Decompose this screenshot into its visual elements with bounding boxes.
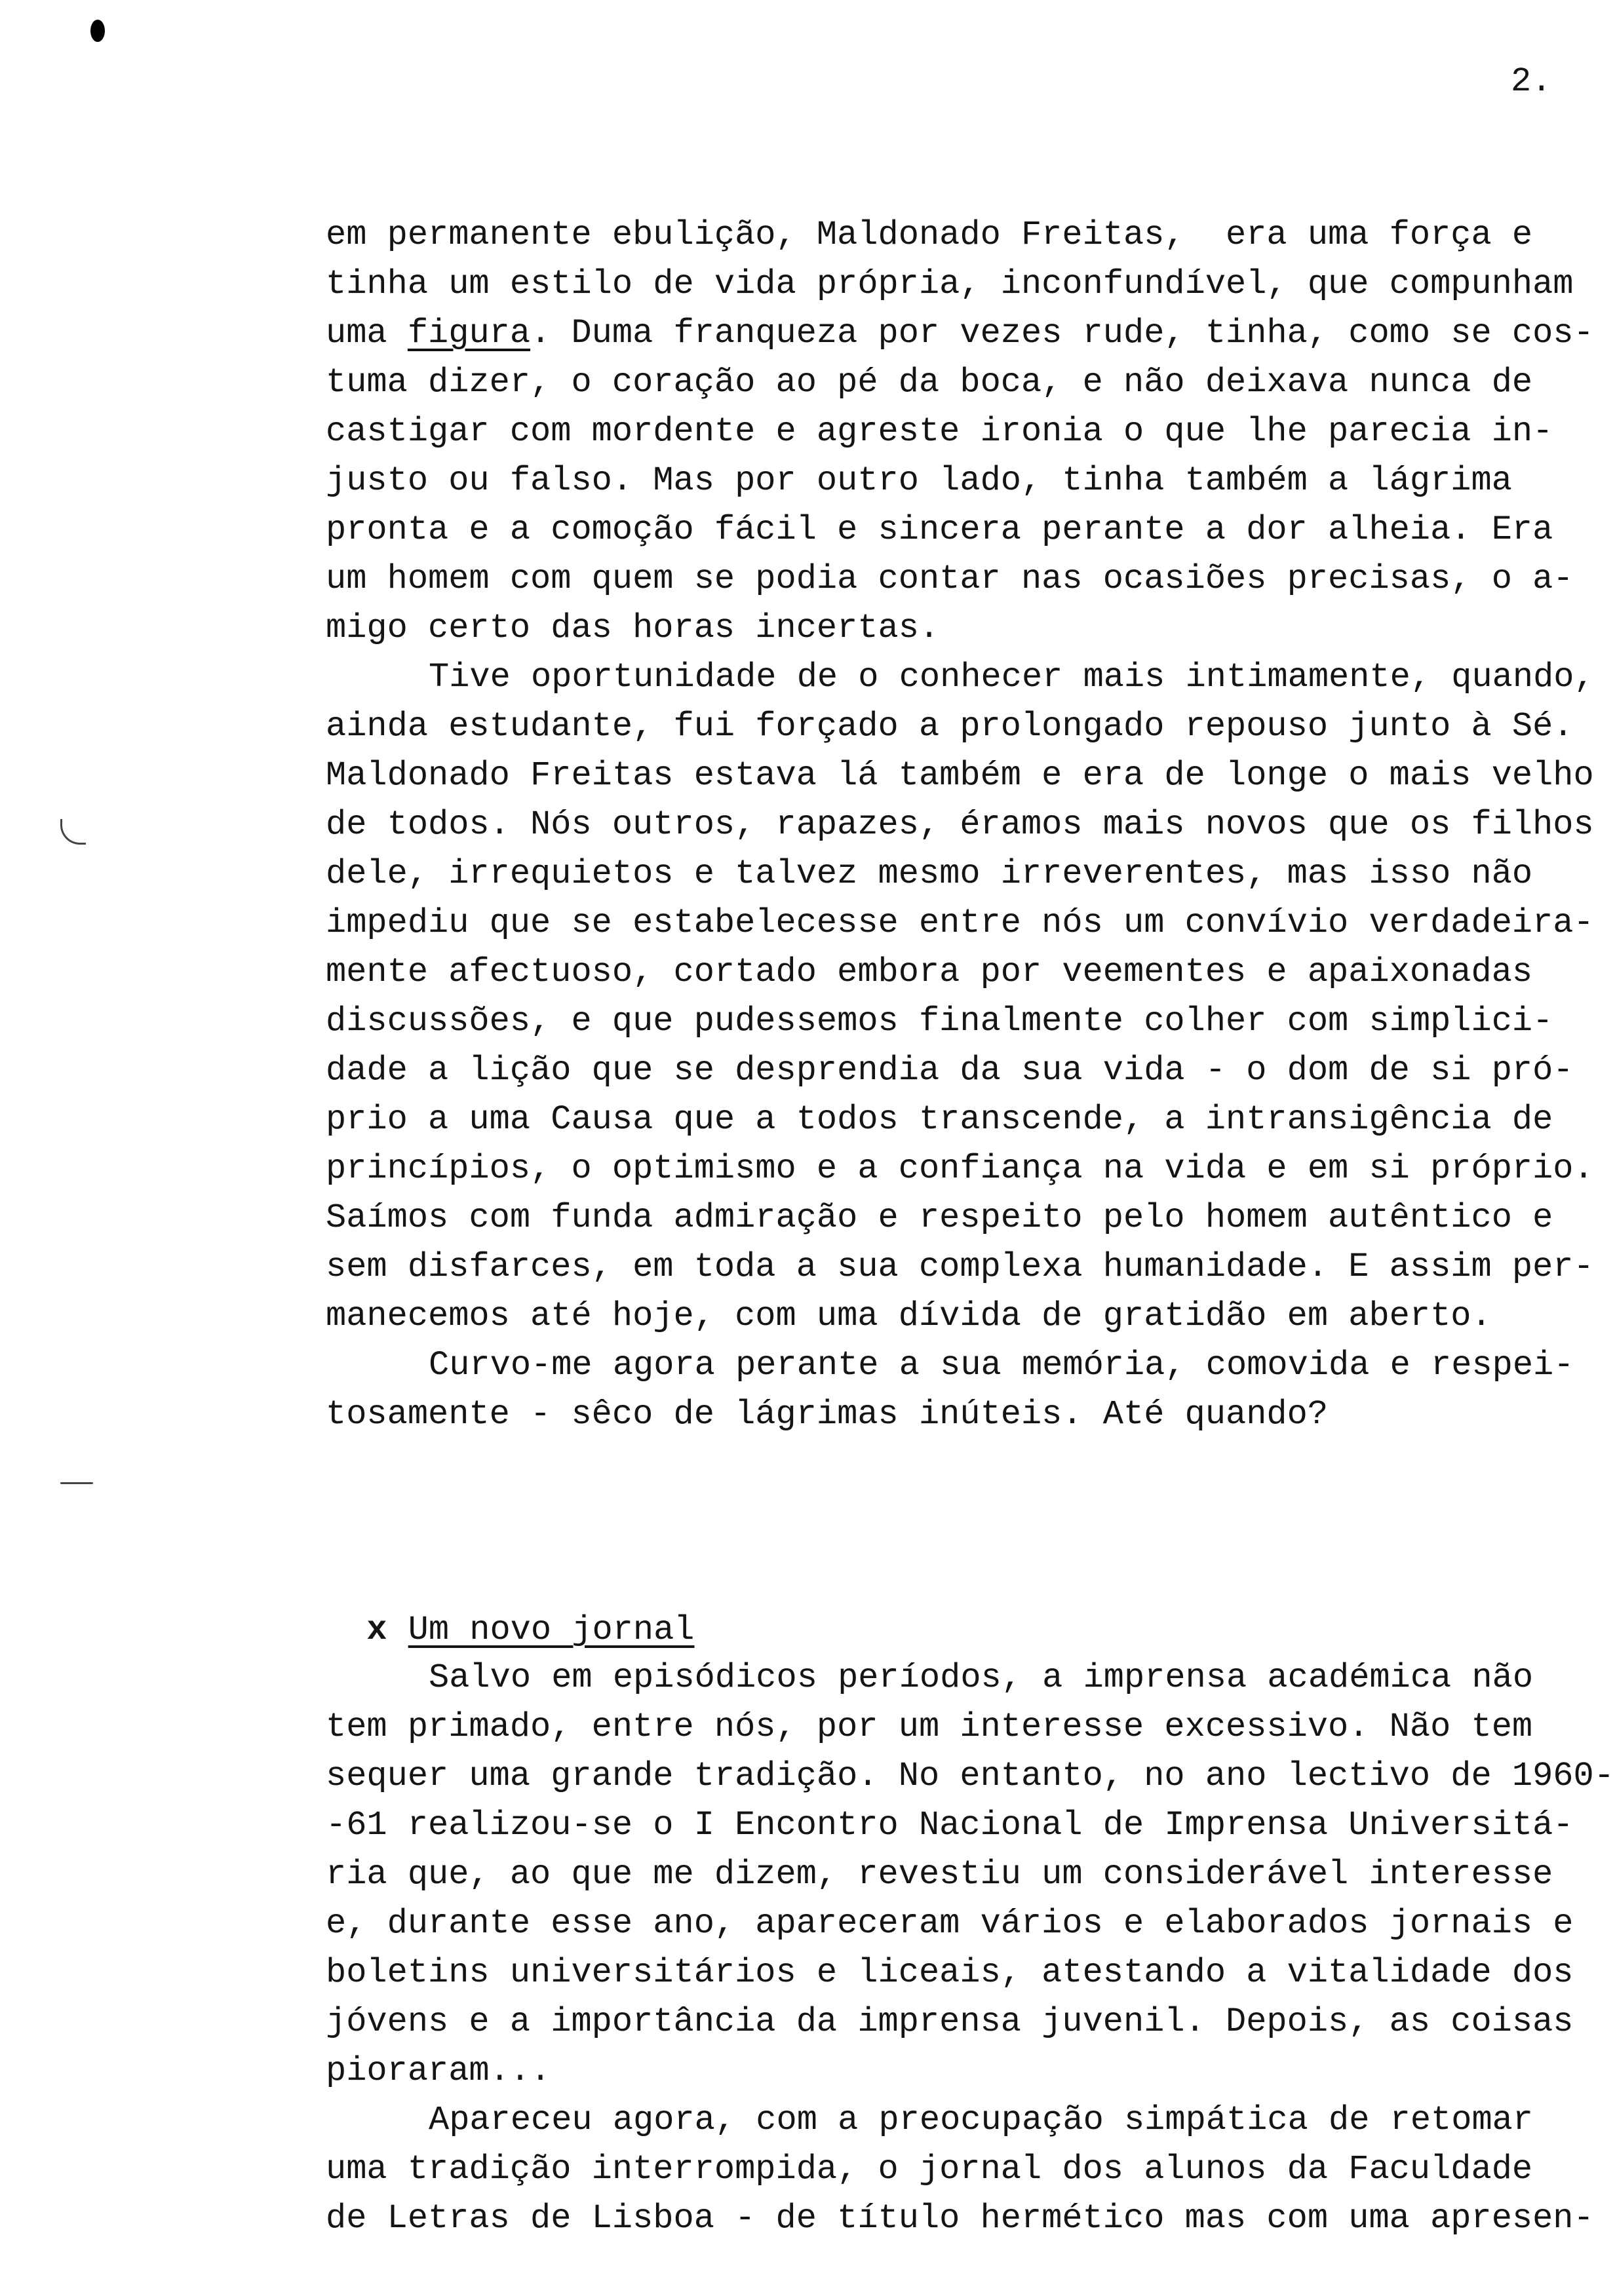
text-line: justo ou falso. Mas por outro lado, tinha também a lágrima <box>326 461 1512 500</box>
text-segment: . Duma franqueza por vezes rude, tinha, como se cos- <box>530 314 1594 353</box>
margin-mark <box>60 1482 93 1484</box>
text-line: ainda estudante, fui forçado a prolongado repouso junto à Sé. <box>326 707 1574 746</box>
underlined-word: figura <box>407 314 531 353</box>
text-line: Salvo em episódicos períodos, a imprensa académica não <box>429 1658 1534 1697</box>
paragraph <box>326 1653 1614 2095</box>
paragraph <box>326 210 1595 653</box>
text-line: tosamente - sêco de lágrimas inúteis. Até quando? <box>326 1395 1329 1434</box>
heading-text: Um novo jornal <box>408 1611 695 1649</box>
text-line <box>326 309 1595 358</box>
text-line: impediu que se estabelecesse entre nós um convívio verdadeira- <box>326 904 1594 942</box>
text-line: uma tradição interrompida, o jornal dos alunos da Faculdade <box>326 2150 1533 2189</box>
text-line: pioraram... <box>326 2052 551 2090</box>
text-line: migo certo das horas incertas. <box>326 609 940 647</box>
paragraph <box>326 1341 1595 1439</box>
text-line: de todos. Nós outros, rapazes, éramos mais novos que os filhos <box>326 805 1594 844</box>
text-line: Saímos com funda admiração e respeito pelo homem autêntico e <box>326 1198 1553 1237</box>
section-tribute-text <box>326 210 1595 1439</box>
paragraph <box>326 2095 1614 2243</box>
text-line: Apareceu agora, com a preocupação simpática de retomar <box>429 2101 1534 2139</box>
text-segment: uma <box>326 314 408 353</box>
text-line: de Letras de Lisboa - de título hermético mas com uma apresen- <box>326 2199 1594 2238</box>
bullet-mark: x <box>366 1611 387 1649</box>
text-line: e, durante esse ano, apareceram vários e elaborados jornais e <box>326 1904 1574 1943</box>
text-line: sem disfarces, em toda a sua complexa humanidade. E assim per- <box>326 1248 1594 1286</box>
page-number: 2. <box>1511 62 1552 101</box>
margin-mark <box>60 819 86 845</box>
section-new-journal-text <box>326 1653 1614 2243</box>
text-line: discussões, e que pudessemos finalmente colher com simplici- <box>326 1002 1553 1041</box>
paragraph <box>326 653 1595 1341</box>
text-line: prio a uma Causa que a todos transcende, a intransigência de <box>326 1100 1553 1139</box>
text-line: Curvo-me agora perante a sua memória, comovida e respei- <box>429 1346 1574 1385</box>
section-heading <box>326 1556 695 1655</box>
text-line: castigar com mordente e agreste ironia o que lhe parecia in- <box>326 412 1553 451</box>
text-line: jóvens e a importância da imprensa juvenil. Depois, as coisas <box>326 2002 1574 2041</box>
text-line: manecemos até hoje, com uma dívida de gratidão em aberto. <box>326 1297 1492 1335</box>
text-line: pronta e a comoção fácil e sincera perante a dor alheia. Era <box>326 510 1553 549</box>
text-line: Maldonado Freitas estava lá também e era de longe o mais velho <box>326 756 1594 795</box>
text-line: princípios, o optimismo e a confiança na vida e em si próprio. <box>326 1149 1594 1188</box>
punch-hole-mark <box>90 20 105 42</box>
text-line: -61 realizou-se o I Encontro Nacional de Imprensa Universitá- <box>326 1806 1574 1845</box>
text-line: em permanente ebulição, Maldonado Freitas, era uma força e <box>326 216 1533 254</box>
text-line: sequer uma grande tradição. No entanto, no ano lectivo de 1960- <box>326 1757 1614 1795</box>
text-line: um homem com quem se podia contar nas ocasiões precisas, o a- <box>326 560 1574 598</box>
text-line: dele, irrequietos e talvez mesmo irreverentes, mas isso não <box>326 854 1533 893</box>
text-line: Tive oportunidade de o conhecer mais intimamente, quando, <box>429 658 1595 697</box>
text-line: tem primado, entre nós, por um interesse excessivo. Não tem <box>326 1708 1533 1746</box>
text-line: dade a lição que se desprendia da sua vida - o dom de si pró- <box>326 1051 1574 1090</box>
text-line: tuma dizer, o coração ao pé da boca, e não deixava nunca de <box>326 363 1533 402</box>
text-line: boletins universitários e liceais, atestando a vitalidade dos <box>326 1953 1574 1992</box>
text-line: tinha um estilo de vida própria, inconfundível, que compunham <box>326 265 1574 303</box>
text-line: mente afectuoso, cortado embora por veementes e apaixonadas <box>326 953 1533 991</box>
text-line: ria que, ao que me dizem, revestiu um considerável interesse <box>326 1855 1553 1894</box>
